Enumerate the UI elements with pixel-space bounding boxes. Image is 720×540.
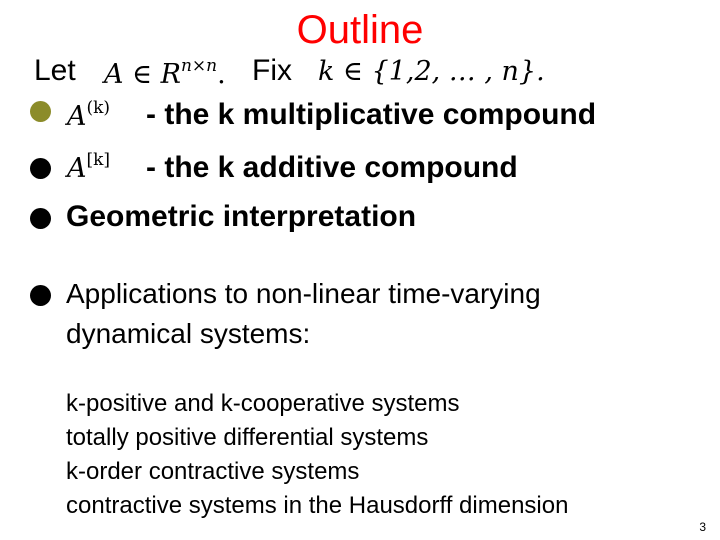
symbol-superscript: (k) (86, 98, 111, 118)
matrix-definition-end: . (217, 59, 226, 90)
k-range: k ∈ {1,2, … , n}. (318, 56, 545, 87)
matrix-definition-exponent: n×n (180, 56, 218, 76)
bullet-additive-compound (30, 146, 650, 190)
slide-title: Outline (296, 8, 424, 52)
additive-compound-text: - the k additive compound (146, 151, 518, 184)
bullet-dot (30, 158, 51, 179)
bullet-dot (30, 208, 51, 229)
symbol-superscript: [k] (86, 150, 111, 170)
applications-line-1: Applications to non-linear time-varying (66, 278, 541, 309)
symbol-base: A (67, 101, 87, 132)
fix-label: Fix (252, 54, 292, 87)
bullet-applications (30, 274, 710, 358)
bullet-multiplicative-compound (30, 96, 650, 140)
multiplicative-compound-text: - the k multiplicative compound (146, 98, 597, 131)
application-item: contractive systems in the Hausdorff dimension (66, 492, 569, 519)
application-item: k-positive and k-cooperative systems (66, 390, 460, 417)
bullet-dot (30, 285, 51, 306)
applications-list (66, 387, 568, 523)
application-item: k-order contractive systems (66, 458, 360, 485)
let-label: Let (34, 54, 76, 87)
symbol-base: A (67, 153, 87, 184)
applications-line-2: dynamical systems: (66, 318, 311, 349)
multiplicative-compound-symbol (67, 98, 110, 132)
matrix-definition (104, 56, 226, 90)
geometric-interpretation-text: Geometric interpretation (66, 200, 417, 233)
additive-compound-symbol (67, 150, 110, 184)
matrix-definition-base: A ∈ R (104, 59, 181, 90)
bullet-geometric-interpretation (30, 196, 650, 240)
intro-line (30, 50, 590, 96)
application-item: totally positive differential systems (66, 424, 429, 451)
bullet-dot (30, 101, 51, 122)
page-number: 3 (699, 520, 706, 534)
